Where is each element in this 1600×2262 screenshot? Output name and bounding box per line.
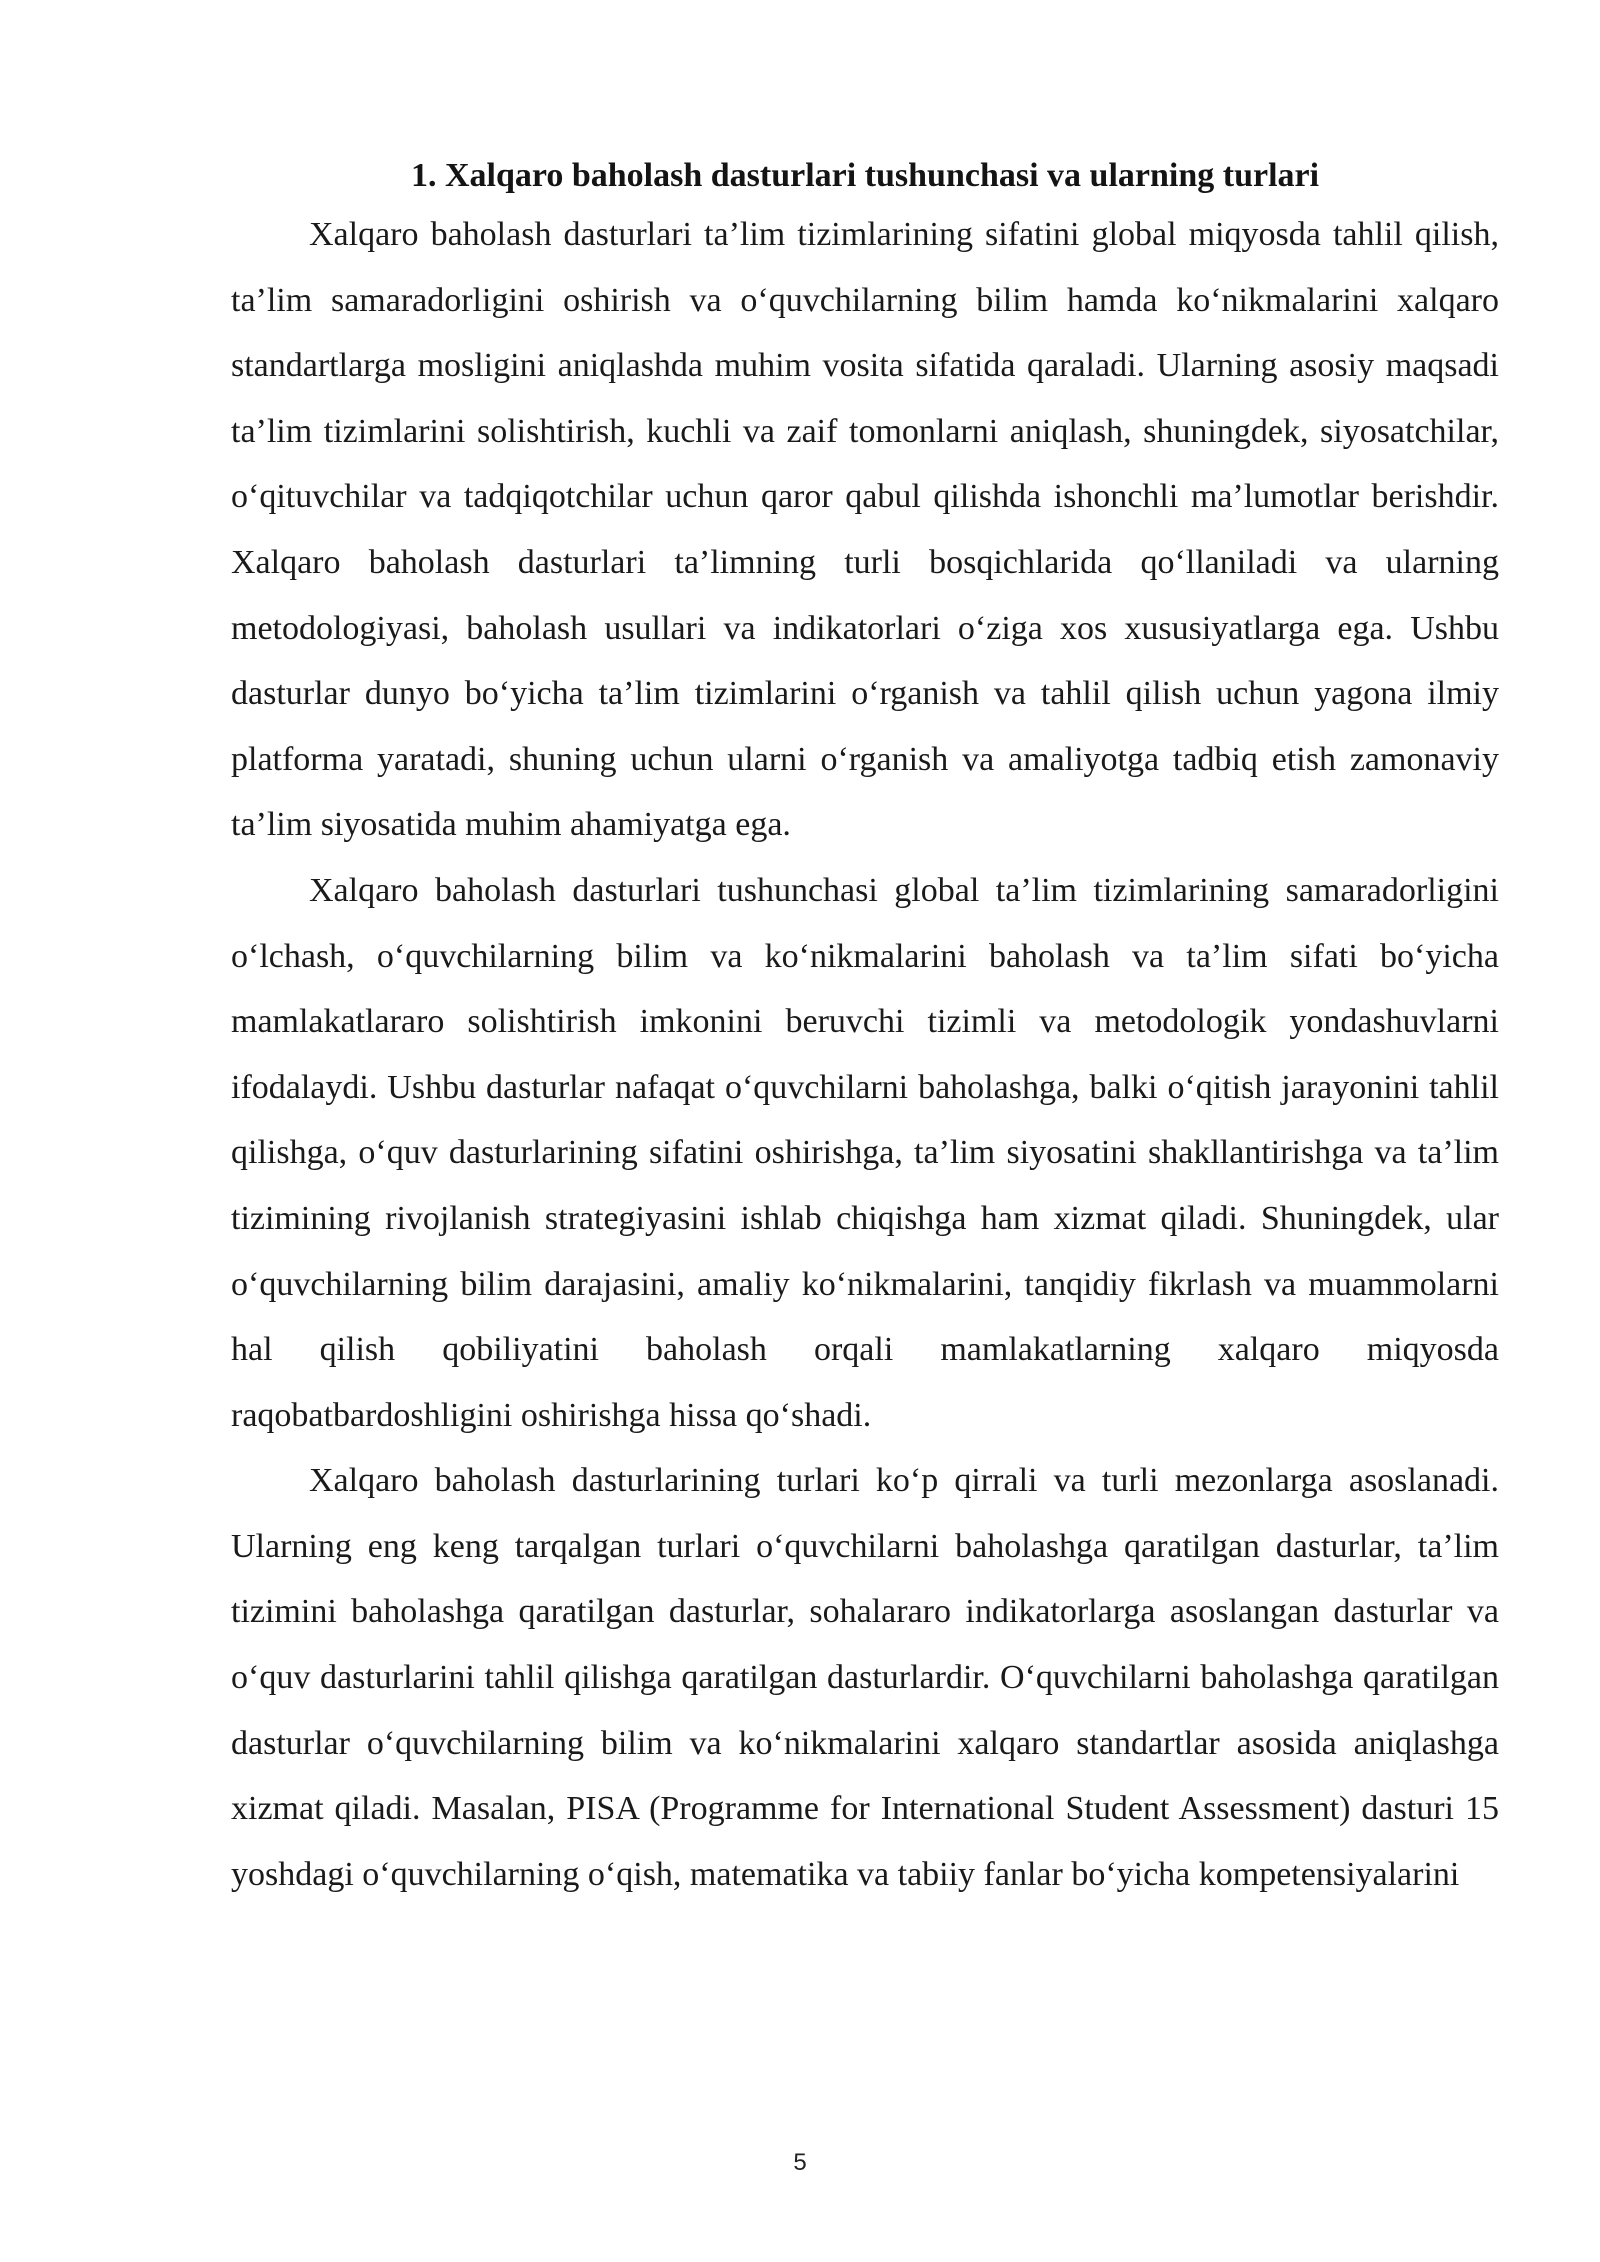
- page-body: [231, 150, 1499, 1907]
- paragraph-3: Xalqaro baholash dasturlarining turlari ko‘p qirrali va turli mezonlarga asoslanadi. Ularning eng keng tarqalgan turlari o‘quvchilarni baholashga qaratilgan dasturlar, ta’lim tizimini baholashga qaratilgan dasturlar, sohalararo indikatorlarga asoslangan dasturlar va o‘quv dasturlarini tahlil qilishga qaratilgan dasturlardir. O‘quvchilarni baholashga qaratilgan dasturlar o‘quvchilarning bilim va ko‘nikmalarini xalqaro standartlar asosida aniqlashga xizmat qiladi. Masalan, PISA (Programme for International Student Assessment) dasturi 15 yoshdagi o‘quvchilarning o‘qish, matematika va tabiiy fanlar bo‘yicha kompetensiyalarini: [231, 1462, 1499, 1893]
- paragraph-2: Xalqaro baholash dasturlari tushunchasi global ta’lim tizimlarining samaradorligini o‘lchash, o‘quvchilarning bilim va ko‘nikmalarini baholash va ta’lim sifati bo‘yicha mamlakatlararo solishtirish imkonini beruvchi tizimli va metodologik yondashuvlarni ifodalaydi. Ushbu dasturlar nafaqat o‘quvchilarni baholashga, balki o‘qitish jarayonini tahlil qilishga, o‘quv dasturlarining sifatini oshirishga, ta’lim siyosatini shakllantirishga va ta’lim tizimining rivojlanish strategiyasini ishlab chiqishga ham xizmat qiladi. Shuningdek, ular o‘quvchilarning bilim darajasini, amaliy ko‘nikmalarini, tanqidiy fikrlash va muammolarni hal qilish qobiliyatini baholash orqali mamlakatlarning xalqaro miqyosda raqobatbardoshligini oshirishga hissa qo‘shadi.: [231, 871, 1499, 1434]
- section-heading: 1. Xalqaro baholash dasturlari tushunchasi va ularning turlari: [410, 157, 1320, 194]
- page-number: 5: [793, 2149, 807, 2176]
- paragraph-1: Xalqaro baholash dasturlari ta’lim tizimlarining sifatini global miqyosda tahlil qilish, ta’lim samaradorligini oshirish va o‘quvchilarning bilim hamda ko‘nikmalarini xalqaro standartlarga mosligini aniqlashda muhim vosita sifatida qaraladi. Ularning asosiy maqsadi ta’lim tizimlarini solishtirish, kuchli va zaif tomonlarni aniqlash, shuningdek, siyosatchilar, o‘qituvchilar va tadqiqotchilar uchun qaror qabul qilishda ishonchli ma’lumotlar berishdir. Xalqaro baholash dasturlari ta’limning turli bosqichlarida qo‘llaniladi va ularning metodologiyasi, baholash usullari va indikatorlari o‘ziga xos xususiyatlarga ega. Ushbu dasturlar dunyo bo‘yicha ta’lim tizimlarini o‘rganish va tahlil qilish uchun yagona ilmiy platforma yaratadi, shuning uchun ularni o‘rganish va amaliyotga tadbiq etish zamonaviy ta’lim siyosatida muhim ahamiyatga ega.: [231, 216, 1499, 844]
